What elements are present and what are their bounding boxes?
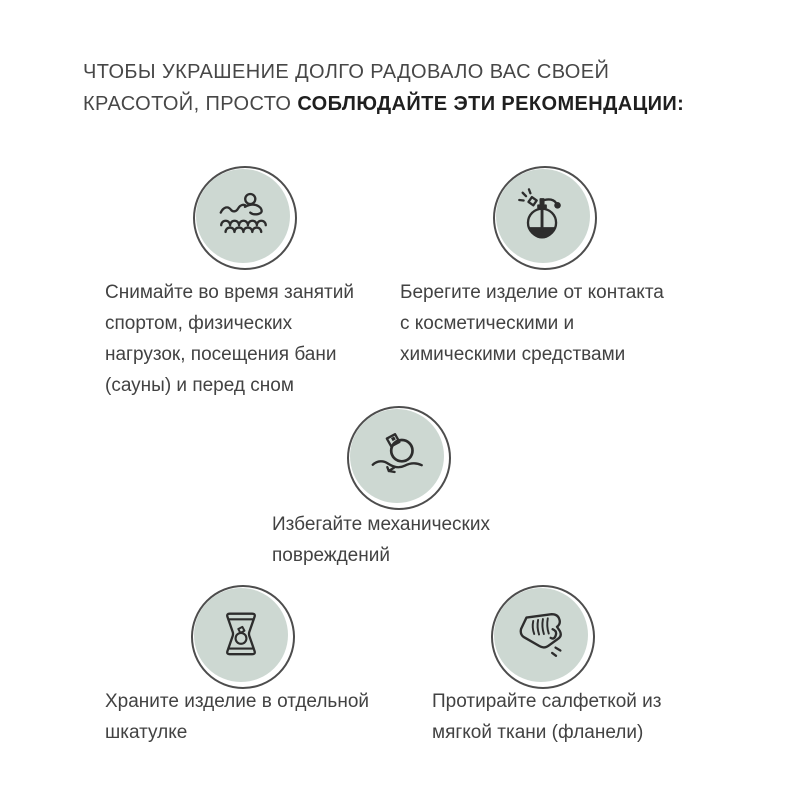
text-line: Храните изделие в отдельной (105, 691, 369, 712)
icon-background (494, 588, 588, 682)
text-line: химическими средствами (400, 344, 626, 365)
tip-2-icon-circle (493, 166, 597, 270)
tip-1-text (105, 277, 354, 401)
title-line-2-regular: КРАСОТОЙ, ПРОСТО (83, 93, 298, 115)
icon-background (196, 169, 290, 263)
text-line: Протирайте салфеткой из (432, 691, 662, 712)
swimmer-icon (212, 185, 274, 247)
title-line-1: ЧТОБЫ УКРАШЕНИЕ ДОЛГО РАДОВАЛО ВАС СВОЕЙ (83, 61, 610, 83)
tip-5-icon-circle (491, 585, 595, 689)
tip-2-text (400, 277, 664, 370)
tip-5-text (432, 686, 662, 748)
text-line: (сауны) и перед сном (105, 375, 294, 396)
title-line-2-bold: СОБЛЮДАЙТЕ ЭТИ РЕКОМЕНДАЦИИ: (297, 93, 685, 115)
tip-3-icon-circle (347, 406, 451, 510)
icon-background (496, 169, 590, 263)
polishing-cloth-icon (510, 604, 572, 666)
text-line: мягкой ткани (фланели) (432, 722, 644, 743)
text-line: шкатулке (105, 722, 188, 743)
icon-background (350, 409, 444, 503)
text-line: Избегайте механических (272, 514, 490, 535)
perfume-atomizer-icon (512, 185, 574, 247)
tip-1-icon-circle (193, 166, 297, 270)
tip-4-text (105, 686, 369, 748)
damaged-ring-icon (366, 425, 428, 487)
text-line: Снимайте во время занятий (105, 282, 354, 303)
text-line: спортом, физических (105, 313, 293, 334)
text-line: с косметическими и (400, 313, 575, 334)
ring-box-icon (210, 604, 272, 666)
text-line: повреждений (272, 545, 390, 566)
tip-3-text (272, 509, 490, 571)
icon-background (194, 588, 288, 682)
tip-4-icon-circle (191, 585, 295, 689)
page-title (83, 56, 743, 120)
text-line: Берегите изделие от контакта (400, 282, 664, 303)
text-line: нагрузок, посещения бани (105, 344, 337, 365)
